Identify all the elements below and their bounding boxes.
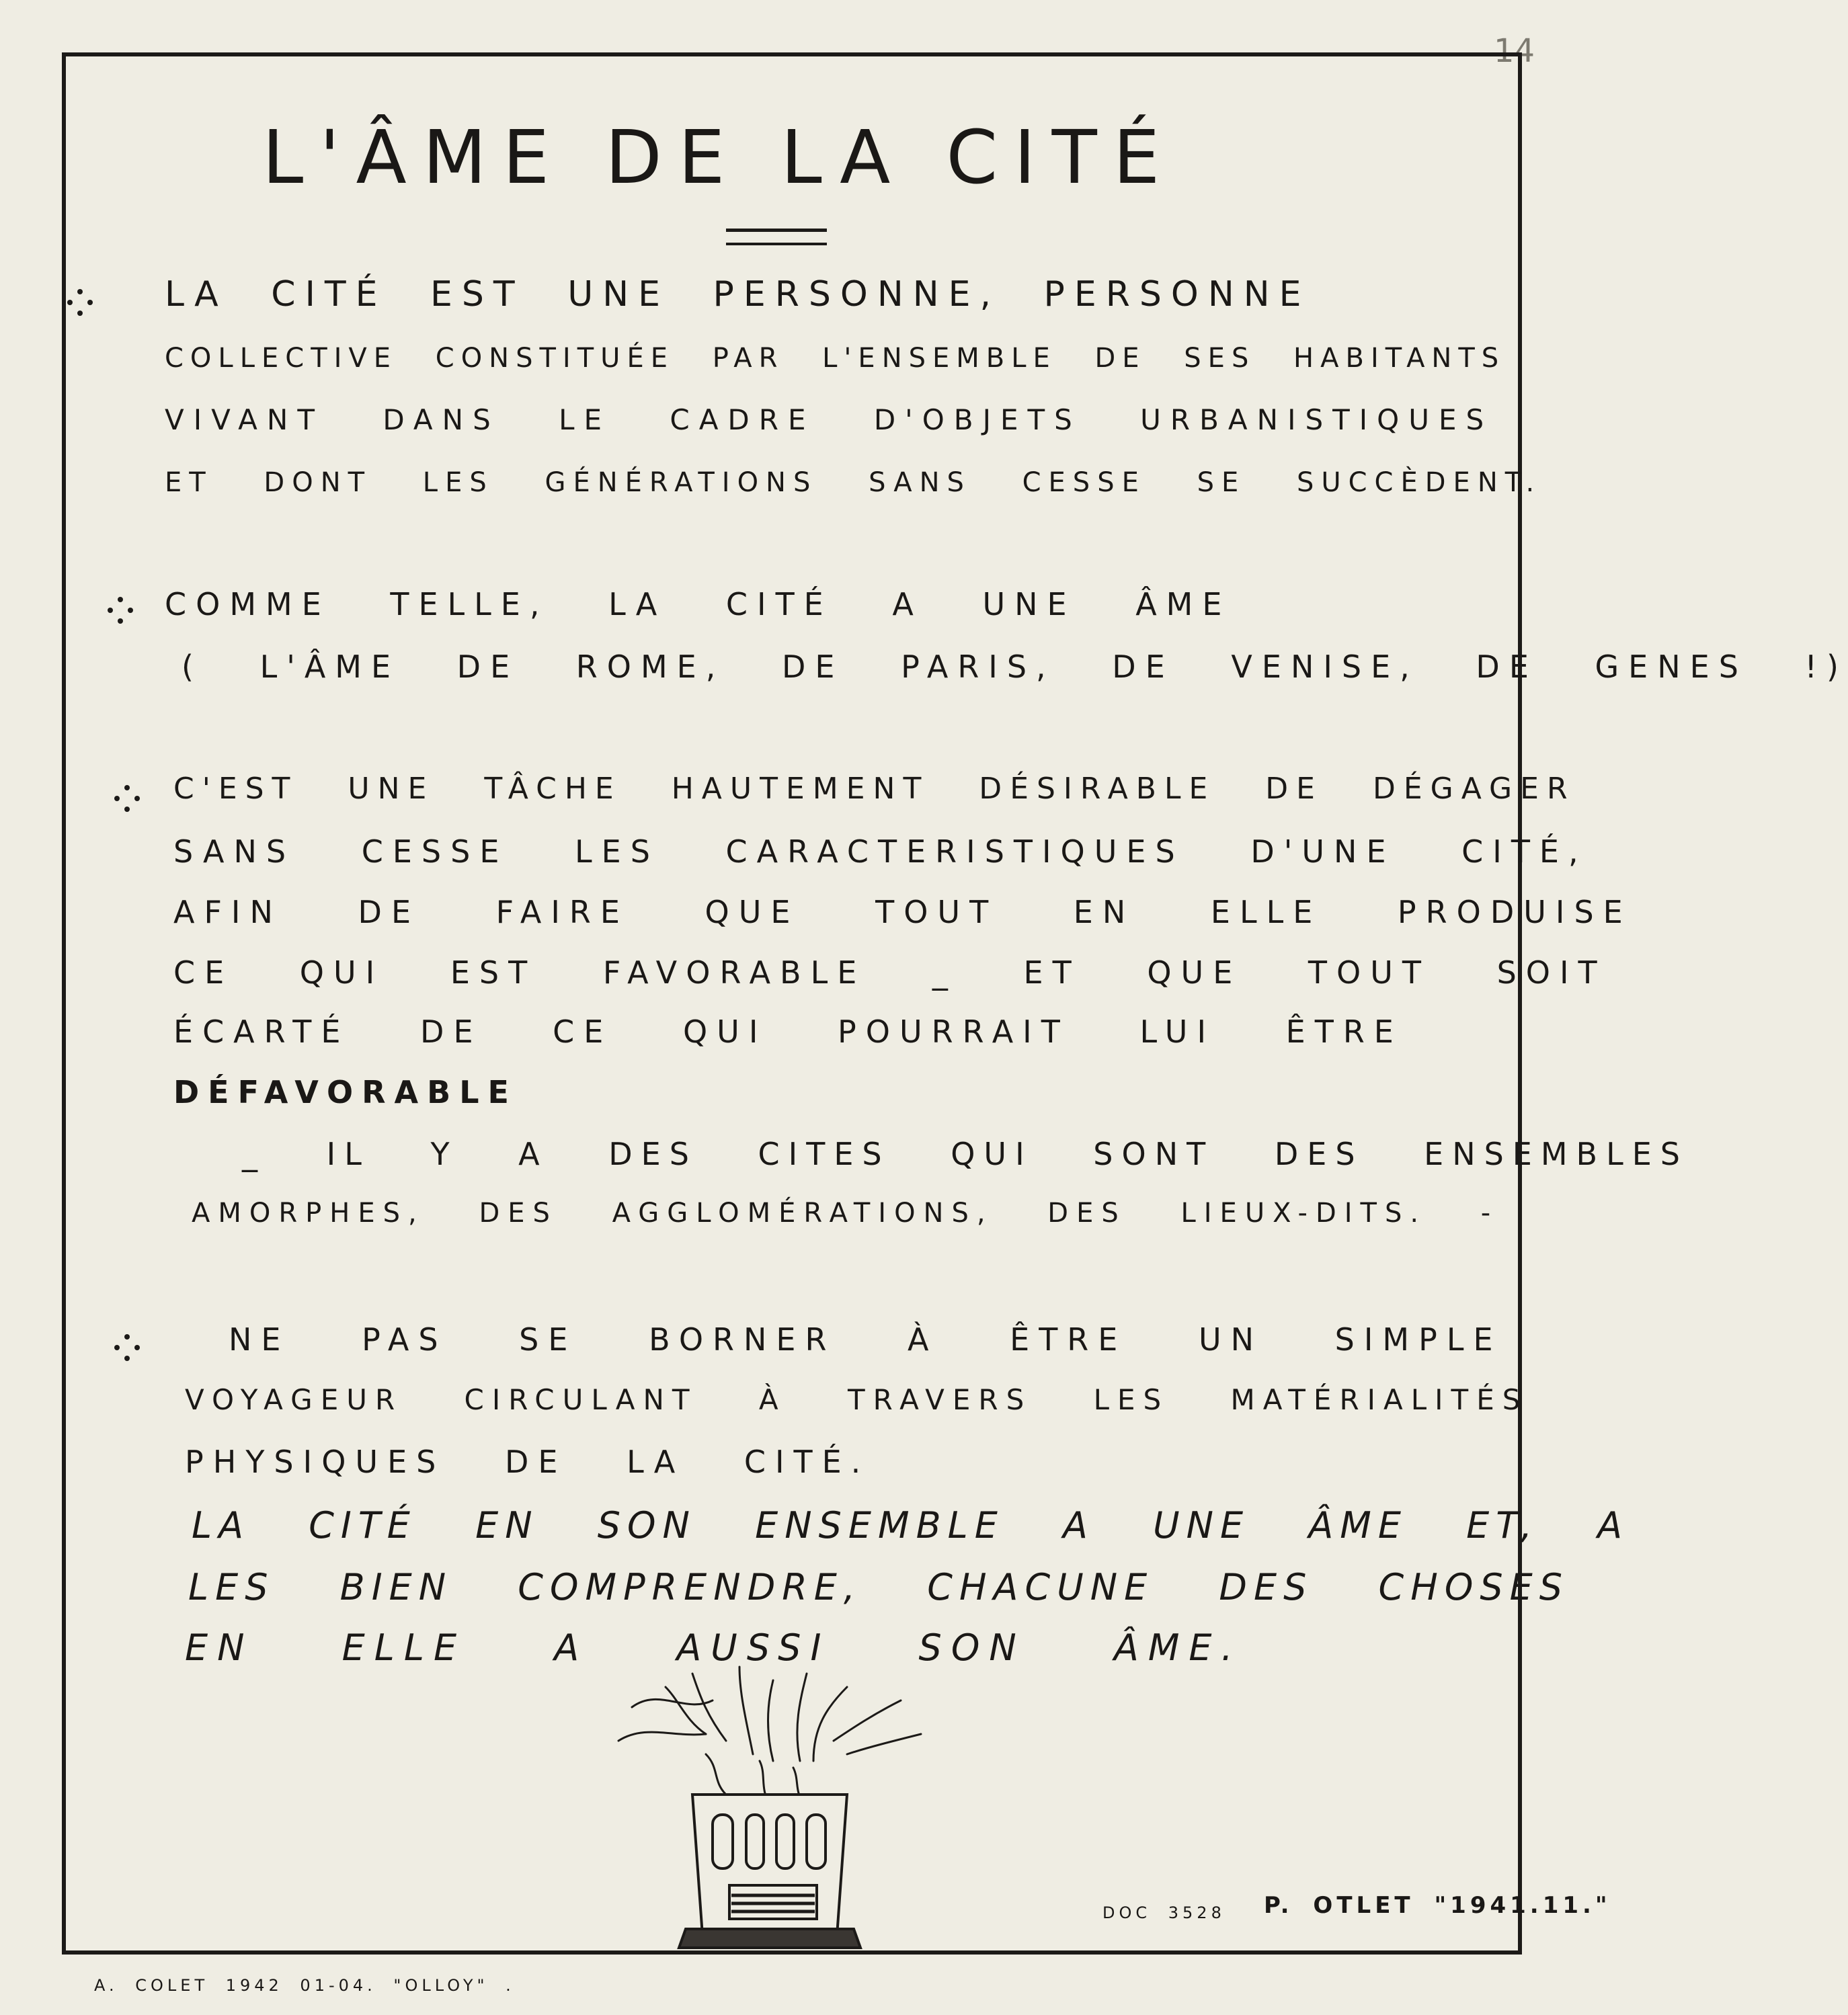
- paragraph-3-line-2: SANS CESSE LES CARACTERISTIQUES D'UNE CITÉ,: [173, 833, 1588, 870]
- copyist-note: A. COLET 1942 01-04. "OLLOY" .: [94, 1976, 515, 1995]
- paragraph-4-line-6: EN ELLE A AUSSI SON ÂME.: [185, 1627, 1242, 1669]
- paragraph-3-line-1: C'EST UNE TÂCHE HAUTEMENT DÉSIRABLE DE DÉGAGER: [173, 772, 1576, 806]
- paragraph-3-line-8: AMORPHES, DES AGGLOMÉRATIONS, DES LIEUX-DITS. -: [192, 1198, 1499, 1229]
- paragraph-1-line-1: LA CITÉ EST UNE PERSONNE, PERSONNE: [165, 274, 1311, 315]
- paragraph-2-line-2: ( L'ÂME DE ROME, DE PARIS, DE VENISE, DE GENES !): [182, 649, 1848, 685]
- paragraph-4-line-4: LA CITÉ EN SON ENSEMBLE A UNE ÂME ET, A: [192, 1504, 1630, 1547]
- paragraph-4-line-1: NE PAS SE BORNER À ÊTRE UN SIMPLE: [229, 1321, 1502, 1358]
- paragraph-3-line-5: ÉCARTÉ DE CE QUI POURRAIT LUI ÊTRE: [173, 1014, 1403, 1050]
- bullet-dots-icon: [114, 1334, 141, 1361]
- document-reference: DOC 3528: [1102, 1903, 1226, 1922]
- page-title: L'ÂME DE LA CITÉ: [262, 114, 1176, 200]
- title-underline: [726, 229, 827, 245]
- paragraph-3-line-7: _ IL Y A DES CITES QUI SONT DES ENSEMBLES: [242, 1136, 1689, 1172]
- paragraph-3-line-6: DÉFAVORABLE: [173, 1074, 518, 1110]
- bullet-dots-icon: [67, 289, 94, 316]
- paragraph-3-line-3: AFIN DE FAIRE QUE TOUT EN ELLE PRODUISE: [173, 894, 1632, 930]
- paragraph-4-line-3: PHYSIQUES DE LA CITÉ.: [185, 1444, 871, 1480]
- paragraph-2-line-1: COMME TELLE, LA CITÉ A UNE ÂME: [165, 586, 1232, 622]
- brazier-flames-illustration: [605, 1660, 941, 1956]
- paragraph-1-line-4: ET DONT LES GÉNÉRATIONS SANS CESSE SE SUCCÈDENT.: [165, 467, 1542, 498]
- paragraph-1-line-2: COLLECTIVE CONSTITUÉE PAR L'ENSEMBLE DE SES HABITANTS: [165, 343, 1506, 374]
- paragraph-1-line-3: VIVANT DANS LE CADRE D'OBJETS URBANISTIQUES: [165, 403, 1494, 436]
- author-signature: P. OTLET "1941.11.": [1264, 1892, 1611, 1919]
- bullet-dots-icon: [114, 785, 141, 812]
- bullet-dots-icon: [108, 597, 134, 624]
- paragraph-3-line-4: CE QUI EST FAVORABLE _ ET QUE TOUT SOIT: [173, 954, 1607, 991]
- paragraph-4-line-5: LES BIEN COMPRENDRE, CHACUNE DES CHOSES: [188, 1566, 1570, 1608]
- page-number: 14: [1494, 32, 1535, 70]
- paragraph-4-line-2: VOYAGEUR CIRCULANT À TRAVERS LES MATÉRIALITÉS: [185, 1383, 1529, 1416]
